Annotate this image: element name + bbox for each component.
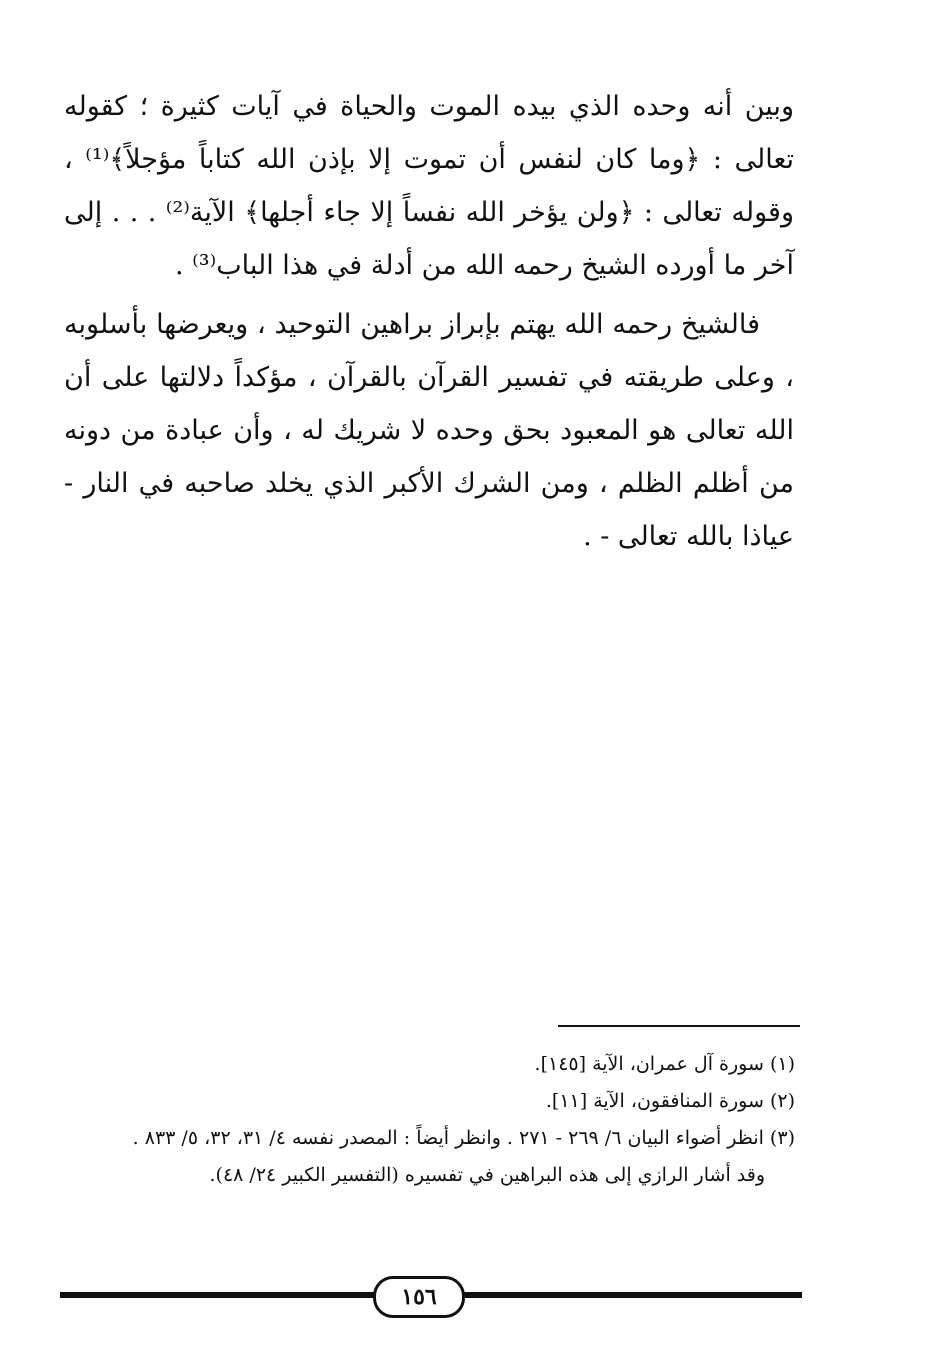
footnotes [100, 1046, 795, 1194]
main-text [64, 80, 794, 563]
page-number: ١٥٦ [373, 1276, 465, 1318]
paragraph: فالشيخ رحمه الله يهتم بإبراز براهين التوحيد ، ويعرضها بأسلوبه ، وعلى طريقته في تفسير القرآن بالقرآن ، مؤكداً دلالتها على أن الله تعالى هو المعبود بحق وحده لا شريك له ، وأن عبادة من دونه من أظلم الظلم ، ومن الشرك الأكبر الذي يخلد صاحبه في النار - عياذا بالله تعالى - . [64, 309, 794, 552]
footnote-2: (٢) سورة المنافقون، الآية [١١]. [545, 1090, 795, 1112]
paragraph: وبين أنه وحده الذي بيده الموت والحياة في آيات كثيرة ؛ كقوله تعالى : ﴿وما كان لنفس أن تموت إلا بإذن الله كتاباً مؤجلاً﴾⁽¹⁾ ، وقوله تعالى : ﴿ولن يؤخر الله نفساً إلا جاء أجلها﴾ الآية⁽²⁾ . . . إلى آخر ما أورده الشيخ رحمه الله من أدلة في هذا الباب⁽³⁾ . [64, 91, 795, 281]
footnote-separator [558, 1025, 800, 1027]
footnote-3: (٣) انظر أضواء البيان ٦/ ٢٦٩ - ٢٧١ . وانظر أيضاً : المصدر نفسه ٤/ ٣١، ٣٢، ٥/ ٨٣٣ . [132, 1127, 795, 1149]
footnote-3-continuation: وقد أشار الرازي إلى هذه البراهين في تفسيره (التفسير الكبير ٢٤/ ٤٨). [209, 1164, 765, 1186]
footnote-1: (١) سورة آل عمران، الآية [١٤٥]. [534, 1053, 795, 1075]
page-footer [60, 1276, 802, 1316]
